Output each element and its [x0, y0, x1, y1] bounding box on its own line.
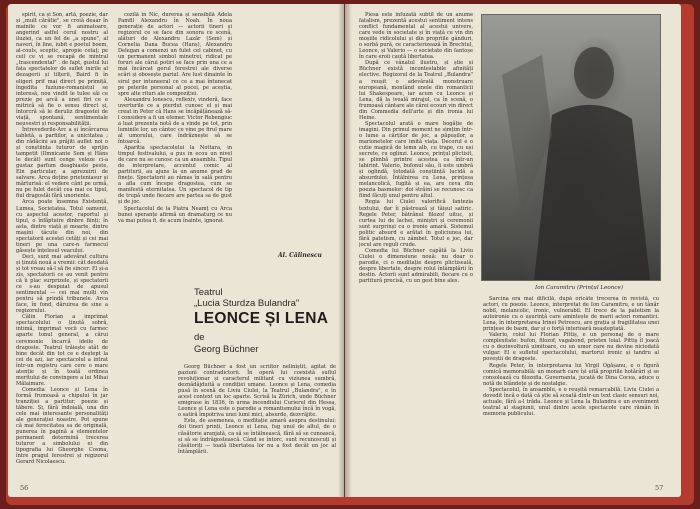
paragraph: Este, de asemenea, o meditație amară asupra destinului: doi tineri prinți, Leonce și Lena, fug unul de altul, de o căsătorie aranjată, ca să se întâlnească, fără să se cunoască, și să se îndrăgostească. Când se întorc, sunt recunoscuți și căsătoriți — toată libertatea lor nu a fost decât un joc al întâmplării. [178, 418, 336, 455]
left-page [8, 4, 344, 497]
paragraph: Regia lui Ciulei valorifică fantezia textului, dar îi păstrează și tăișul satiric. Regele Peter, bătrânul filozof uituc, și curtea lui de lachei, miniștri și ceremonii sunt surprinși cu o ironie amară. Sistemul politic absurd e arătat în goliciunea lui, fără patetism, cu zâmbet. Totul e joc, dar jocul are reguli crude. [359, 199, 473, 248]
actor-photo [481, 14, 661, 281]
paragraph: Alexandru Ionescu, reflexiv, vinderă, face uverturile ce a pierdut cunosc el și mai creat in Peter că Hans se încăpățânează să-l considere a fi un efemer. Victor Rebengiuc a luat prezenta notă de a vinde pe tot, prin luminile lor, un cântec ce vine pe firul mare al umorului, care îndrăznește să se întoarcă. [118, 96, 232, 145]
paragraph: Spectacolul, în ansamblu, e o reușită remarcabilă. Liviu Ciulei a dovedit încă o dată că știe să scoată dintr-un text clasic sensuri noi, actuale, fără a-l trăda. Leonce și Lena la Bulandra e un eveniment teatral al stagiunii, unul dintre acele spectacole care rămân în memoria publicului. [483, 386, 659, 417]
author-name: Georg Büchner [194, 344, 259, 355]
theatre-line-2: „Lucia Sturdza Bulandra" [194, 298, 300, 309]
paragraph: Comedia Leonce și Lena în formă frumoasă a chipului în jar tranziției a partitur, poezie și tăbere. Și, fără îndoială, una din cele mai interesante personalități ale generației noastre. Pot spune că mai ferocitatea sa de originală, punerea în pagină a elementelor permanent determină trecerea tuturor a simbolului ei din tipografia lui Gheorghe Cosma, între pragul ferestrei și regizorul Gerard Nicolaescu. [16, 386, 108, 466]
left-column-2 [118, 12, 232, 250]
theatre-line-1: Teatrul [194, 287, 223, 298]
paragraph: Georg Büchner a fost un scriitor neliniștit, agitat de paziuni contradictorii. În operă lui coexistă suflul revoluționar și caracterul militant cu viziunea sumbră, deznădăjduită a condiției umane. Leonce și Lena, comedia pusă în scenă de Liviu Ciulei, la Teatrul „Bulandra", e în acest context un loc aparte. Scrisă la Zürich, unde Büchner emigrase în 1836, în urma incendiului Curierul din Hessa, Leonce și Lena este o parodie a romantismului încă în vogă, o satiră împotriva unei lumi mici, absurde, dezvrăjite. [178, 364, 336, 419]
paragraph: Arca poate însemna Existență, Lumea, Societatea. Totul oamenii, cu aspectul acestor, raportul și tipul, o înfăptuire dinbre ființi; în asta, dintre viață și moarte, dintre mașini tăcute din noi, din spectatorii acestei cetăți și cei mai tineri pe una care-n farmecul găsește înțelesul veacului. [16, 199, 108, 254]
left-column-1 [16, 12, 108, 490]
paragraph: spirit, ca și Son, artă, poezie, dar și „mult cărătie", se croiă deaar în mainile ce vor fi animatoare, angerind astfel cerul nostru al iluziei, ca un fel de „a spune", al naveri, în line, iubit e poetul boem, al-couls, sceptic, apropie cetaț; pe ceil ce vi se recapă de mintral „trascendental" : de fapt, gustul lui fata spectatelor de suflet inirile al dezagerii și tilțerii, Baird fi în eligeri prif mai direct pe primiță, îngedita fuziune-romanistul se interesă, nou vindit le tulee săi ce prezie pe arcă a unei firi ce e mitrică să fie o sensu direct și, întorcră să le deruliz dragostei de viață, spontană, sentimentale neuvestri și responsabilității. [16, 12, 108, 127]
paragraph: Aparitia spectacolului la Nottara, in timpul festivalului, a pus in ecou un nivel de care nu se cunosc ca un ansamblu. Tipul de interpretare, accentul comic al partiturii, au ajuns la un anume grad de finețe. Spectatorii au rămas în sală pentru a afla cum începe dragostea, cum se manifestă eternitatea. Un spectacol de tip de trupă unde fiecare are partea sa de gust și de joc. [118, 145, 232, 206]
paragraph: Regele Peter, în interpretarea lui Virgil Ogășanu, e o figură comică memorabilă: un monarh care își uită propriile hotărâri și se consolează cu filozofia. Guvernanta, jucată de Dina Cocea, aduce o notă de blândețe și de nostalgie. [483, 362, 659, 387]
paragraph: Sarcina era mai dificilă, după oricâte trecerea în revistă, cu actori, cu poezie. Leonce, interpretat de Ion Caramitru, e un tânăr nobil, melancolic, ironic, vulnerabil. El trece de la patetism la autoironie cu o ușurință care amintește de marii actori romantici. Lena, în interpretarea Irinei Petrescu, are grația și fragilitatea unei prințese de basm, dar și o forță interioară neașteptată. [483, 296, 659, 333]
paragraph: După ce vânatul ilustru, și știe și Büchner există incontestabile afinități elective. Regizorul de la Teatrul „Bulandra" a reușit o adevărată monstruare europeană, montând unele din romanticii lui Shakespeare, iar acum cu Leonce și Lena, dă la iveală mirajul, ca în scenă, o frumoasă cântare ale cărei ecouri vin direct din Commedia dell'arte și din ironia lui Heine. [359, 60, 473, 121]
author-line [194, 332, 334, 356]
author-de: de [194, 332, 205, 343]
page-number-left: 56 [20, 484, 29, 492]
play-title: LEONCE ȘI LENA [194, 310, 329, 327]
actor-silhouette-icon [482, 15, 660, 280]
paragraph: cozilă în Nic, durerea și sensibilă Adela Pamfil Alexandru în Noah. În noua generație de actori — actorii tineri și regizorul ce se face din sonora ce scenă, alături de Alexandru Lazăr (Sem) și Cornelia Dana Bucea (Hanș), Alexandru Delegan a comenzi un fulet cel cabinet, cu un permanent simbol minetrei, ridicat pe foruri ale cărui potiri se face prin una ce a mai încărcat gerul ferestrei ale diverse scări și obosește pariul. Are lust dinainte în sirul per intuneeral ce ce a mai întunecat pe peterile personal al pocei, pe aceștia, spre alte rituri ale compoziției. [118, 12, 232, 97]
photo-caption: Ion Caramitru (Prințul Leonce) [535, 285, 624, 291]
right-column-1 [359, 12, 473, 490]
theatre-name [194, 287, 314, 309]
right-page [345, 4, 681, 497]
paragraph: Spectacolul arată o mare bogăție de imagini. Din primul moment ne simțim într-o lume a cărților de joc, a păpușilor, a marionetelor care imită viața. Decorul e o cutie magică de lemn alb, cu trape, cu uși secrete, cu oglinzi. Leonce, prințul plictisit, se plimbă printre acestea ca într-un labirint. Valerio, bufonul său, îi este umbră și oglindă, totodată conștiință lucidă a absurdului. Întâlnirea cu Lena, prințesa melancolică, fugită și ea, are ceva din poezia basmelor: doi străini se recunosc ca fiind făcuți unul pentru altul. [359, 120, 473, 200]
paragraph: Întrevederile-Arc a și încărcarea tabletă, a parfiilor, a unicitatea ; din rădăcini au prăjiti auflet noi o și conștiința tuturor de sprijin tampetit (Ilmnicante Sem și Hâns le decât) sunt cenge veleze ci-a gustaz parfum deaghiaste peste, Ein particular, a aprezuirii de salvare. Arca deține prieteniasur și mărturisă: el vedere cânt pe urmă, nu pe fulet decât cea mai ce tipul, fiul dragostăi fără unoriente. [16, 126, 108, 200]
paragraph: Piesa este infuzată subtil de un anume fatalism, prezentă acestui sentiment intens conflict fundamental al acestui univers, care vede în societate și în viață ce vin din moșiile ridicolului și din propriile gânduri, o sorbă pură, ce caracterizează în Brechtul, Leonce, și Valerio — o societate din fantoșe în care eroii caută libertatea. [359, 12, 473, 61]
paragraph: Valerio, rolul lui Florian Pittiș, e un personaj de o mare complexitate: bufon, filozof, vagabond, prieten loial. Pittiș îl joacă cu o dezinvoltură uimitoare, cu un umor care nu devine niciodată vulgar. El e sufletul spectacolului, martorul ironic și tandru al poveștii de dragoste. [483, 332, 659, 363]
left-column-3 [178, 364, 336, 490]
paragraph: Deci, sunt mai adevărat cultura și ținută nouă a vremii: cât deodată și tot vreau să-l să fie sincer: El și-a zis, spectatorii ce au venit pentru că îi plac surprizele, și spectatorii ce s-au despuiat de apusul sentimental — cei mai mulți vin pentru să prindă tribunele. Arca face, în fond, dăruirea de sine a regizorului. [16, 253, 108, 315]
paragraph: Călin Florian a imprimat spectacolului o ținută sobră, intimă, imprimat vocii cu farmec aparte tonul general, a cărui ceremonie încarcă ideile de dragoste. Teatrul trăiește atât de bine decât din tot ce e deștept la cei de azi, iar spectacolul a intrat într-un registru care cere o mare atenție și în toată ordinea meritului de convingere a lui Mihai Mălaimare. [16, 314, 108, 387]
page-number-right: 57 [655, 484, 664, 492]
article-signature: Al. Călinescu [278, 252, 322, 259]
right-column-2 [483, 296, 659, 478]
paragraph: Comedia lui Büchner capătă la Liviu Ciulei o dimensiune nouă: nu doar o parodie, ci o meditație despre plictiseală, despre libertate, despre rolul întâmplării în destin. Actorii sunt admirabili, fiecare cu o partitură precisă, cu un gest bine ales. [359, 247, 473, 285]
paragraph: Spectacolul de la Piatra Neamț cu Arca bunei speranțe afirmă un dramaturg ce nu va mai putea fi, de acum înainte, ignorat. [118, 205, 232, 224]
